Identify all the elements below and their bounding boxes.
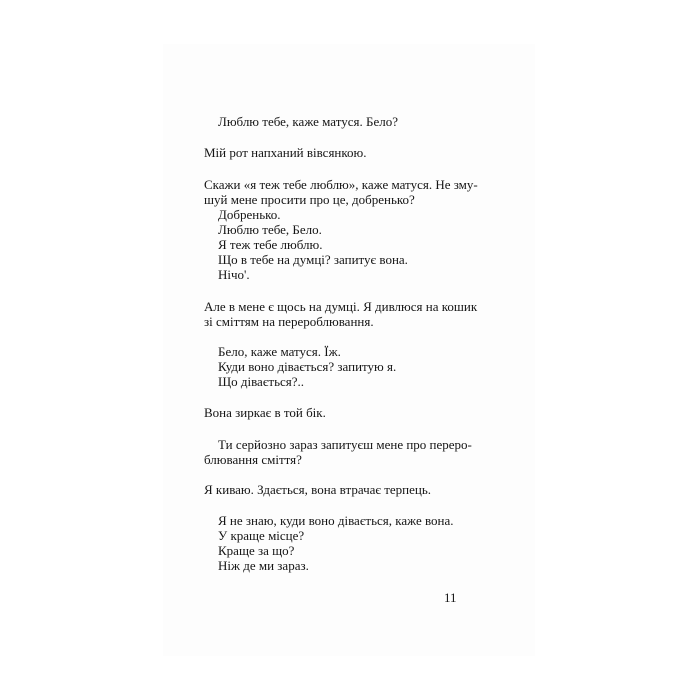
text-line: Але в мене є щось на думці. Я дивлюся на кошик — [204, 299, 478, 314]
text-line: блювання сміття? — [204, 452, 302, 467]
text-line: Я теж тебе люблю. — [218, 237, 323, 252]
text-line: Я не знаю, куди воно дівається, каже вона. — [218, 513, 454, 528]
text-line: Що в тебе на думці? запитує вона. — [218, 252, 408, 267]
text-line: Я киваю. Здається, вона втрачає терпець. — [204, 482, 432, 497]
text-line: Мій рот напханий вівсянкою. — [204, 145, 367, 160]
text-line: Краще за що? — [218, 543, 295, 558]
text-line: шуй мене просити про це, добренько? — [204, 192, 415, 207]
text-line: Вона зиркає в той бік. — [204, 405, 326, 420]
hyphenated-word: зму- — [453, 177, 478, 192]
text-line: Люблю тебе, Бело. — [218, 222, 322, 237]
text-line: Куди воно дівається? запитую я. — [218, 359, 397, 374]
text-line: Скажи «я теж тебе люблю», каже матуся. Не зму- — [204, 177, 478, 192]
text-line: Нічо'. — [218, 267, 250, 282]
page-number: 11 — [444, 590, 457, 605]
text-line: зі сміттям на перероблювання. — [204, 314, 374, 329]
text-line: Ніж де ми зараз. — [218, 558, 309, 573]
text-line: Ти серйозно зараз запитуєш мене про переро- — [218, 437, 472, 452]
text-line: Бело, каже матуся. Їж. — [218, 344, 341, 359]
text-line: Що дівається?.. — [218, 374, 305, 389]
text-line: Добренько. — [218, 207, 281, 222]
text-line: Люблю тебе, каже матуся. Бело? — [218, 114, 398, 129]
text-line: У краще місце? — [218, 528, 305, 543]
